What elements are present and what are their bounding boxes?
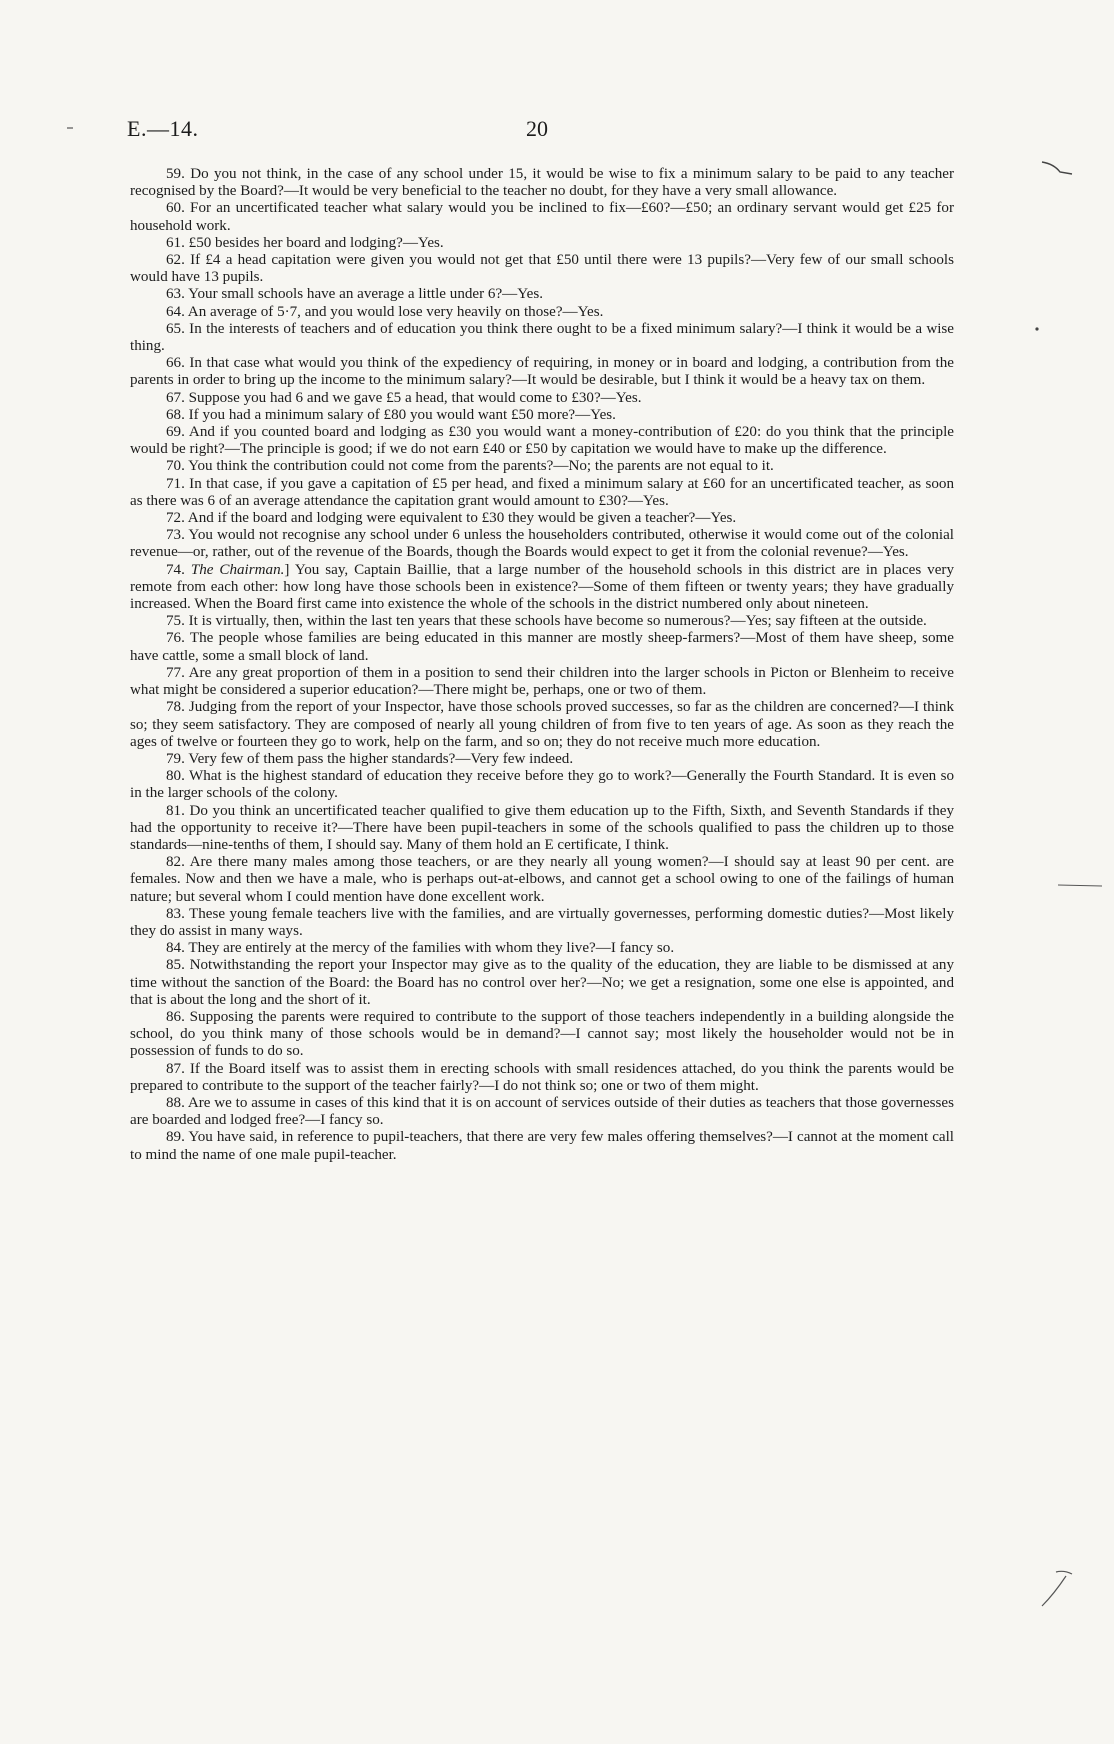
paragraph-87: 87. If the Board itself was to assist them in erecting schools with small residences attached, do you think the parents would be prepared to contribute to the support of the teacher fairly?—I do not think so; one or two of them might. [130,1060,954,1094]
paragraph-69: 69. And if you counted board and lodging as £30 you would want a money-contribution of £20: do you think that the principle would be right?—The principle is good; if we do not earn £40 or £50 by capitation we would have to make up the difference. [130,424,954,458]
paragraph-84: 84. They are entirely at the mercy of the families with whom they live?—I fancy so. [166,940,675,957]
paragraph-65: 65. In the interests of teachers and of education you think there ought to be a fixed minimum salary?—I think it would be a wise thing. [130,320,954,355]
speaker-label: The Chairman. [190,561,285,578]
paragraph-74 [130,562,954,614]
paragraph-76: 76. The people whose families are being educated in this manner are mostly sheep-farmers?—Most of them have sheep, some have cattle, some a small block of land. [130,630,954,664]
page-number: 20 [526,116,548,141]
paragraph-67: 67. Suppose you had 6 and we gave £5 a head, that would come to £30?—Yes. [166,389,642,406]
paragraph-83: 83. These young female teachers live with the families, and are virtually governesses, performing domestic duties?—Most likely they do assist in many ways. [130,905,954,939]
paragraph-80: 80. What is the highest standard of education they receive before they go to work?—Generally the Fourth Standard. It is even so in the larger schools of the colony. [130,768,954,802]
margin-mark-middle-right [1056,880,1106,890]
paragraph-68: 68. If you had a minimum salary of £80 you would want £50 more?—Yes. [166,406,616,423]
paragraph-82: 82. Are there many males among those teachers, or are they nearly all young women?—I should say at least 90 per cent. are females. Now and then we have a male, who is perhaps out-at-elbows, and cannot get a school owing to one of the failings of human nature; but several whom I could mention have done excellent work. [130,854,954,905]
margin-mark-bottom-right [1036,1566,1076,1610]
paragraph-73: 73. You would not recognise any school under 6 unless the householders contributed, otherwise it would come out of the colonial revenue—or, rather, out of the revenue of the Boards, though the Boards would expect to get it from the colonial revenue?—Yes. [130,527,954,561]
paragraph-89: 89. You have said, in reference to pupil-teachers, that there are very few males offering themselves?—I cannot at the moment call to mind the name of one male pupil-teacher. [130,1129,954,1163]
paragraph-72: 72. And if the board and lodging were equivalent to £30 they would be given a teacher?—Yes. [166,510,737,527]
paragraph-text: ] You say, Captain Baillie, that a large number of the household schools in this district are in places very remote from each other: how long have those schools been in existence?—Some of them fifteen or twenty years; they have gradually increased. When the Board first came into existence the whole of the schools in the district numbered only about nineteen. [130,561,955,613]
paragraph-71: 71. In that case, if you gave a capitation of £5 per head, and fixed a minimum salary at £60 for an uncertificated teacher, as soon as there was 6 of an average attendance the capitation grant would amount to £30?—Yes. [130,475,954,509]
paragraph-64: 64. An average of 5·7, and you would lose very heavily on those?—Yes. [166,303,604,320]
paragraph-78: 78. Judging from the report of your Inspector, have those schools proved successes, so far as the children are concerned?—I think so; they seem satisfactory. They are composed of nearly all young children of from five to ten years of age. As soon as they reach the ages of twelve or fourteen they go to work, help on the farm, and so on; they do not receive much more education. [130,699,954,750]
body-text [130,166,954,1164]
paragraph-66: 66. In that case what would you think of the expediency of requiring, in money or in board and lodging, a contribution from the parents in order to bring up the income to the minimum salary?—It would be desirable, but I think it would be a heavy tax on them. [130,355,954,389]
paragraph-75: 75. It is virtually, then, within the last ten years that these schools have become so numerous?—Yes; say fifteen at the outside. [166,613,927,630]
margin-dot-left [66,126,74,130]
paragraph-61: 61. £50 besides her board and lodging?—Yes. [166,234,444,251]
paragraph-79: 79. Very few of them pass the higher standards?—Very few indeed. [166,750,574,767]
paragraph-77: 77. Are any great proportion of them in a position to send their children into the larger schools in Picton or Blenheim to receive what might be considered a superior education?—There might be, perhaps, one or two of them. [130,664,954,699]
paragraph-60: 60. For an uncertificated teacher what salary would you be inclined to fix—£60?—£50; an ordinary servant would get £25 for household work. [130,200,954,234]
paragraph-59: 59. Do you not think, in the case of any school under 15, it would be wise to fix a minimum salary to be paid to any teacher recognised by the Board?—It would be very beneficial to the teacher no doubt, for they have a very small allowance. [130,166,954,200]
document-code: E.—14. [127,116,199,141]
paragraph-63: 63. Your small schools have an average a little under 6?—Yes. [166,286,543,303]
paragraph-81: 81. Do you think an uncertificated teacher qualified to give them education up to the Fifth, Sixth, and Seventh Standards if they had the opportunity to receive it?—There have been pupil-teachers in some of the schools qualified to pass the children up to those standards—nine-tenths of them, I should say. Many of them hold an E certificate, I think. [130,802,954,853]
paragraph-70: 70. You think the contribution could not come from the parents?—No; the parents are not equal to it. [166,458,774,475]
paragraph-85: 85. Notwithstanding the report your Inspector may give as to the quality of the education, they are liable to be dismissed at any time without the sanction of the Board: the Board has no control over her?—No; we get a resignation, some one else is appointed, and that is about the long and the short of it. [130,957,954,1008]
margin-dot-right [1034,326,1040,332]
margin-mark-top-right [1040,158,1076,180]
paragraph-62: 62. If £4 a head capitation were given you would not get that £50 until there were 13 pupils?—Very few of our small schools would have 13 pupils. [130,252,954,286]
paragraph-88: 88. Are we to assume in cases of this kind that it is on account of services outside of their duties as teachers that those governesses are boarded and lodged free?—I fancy so. [130,1094,954,1129]
paragraph-number: 74. [166,561,191,578]
paragraph-86: 86. Supposing the parents were required to contribute to the support of those teachers independently in a building alongside the school, do you think many of those schools would be in demand?—I cannot say; most likely the householder would not be in possession of funds to do so. [130,1008,954,1060]
